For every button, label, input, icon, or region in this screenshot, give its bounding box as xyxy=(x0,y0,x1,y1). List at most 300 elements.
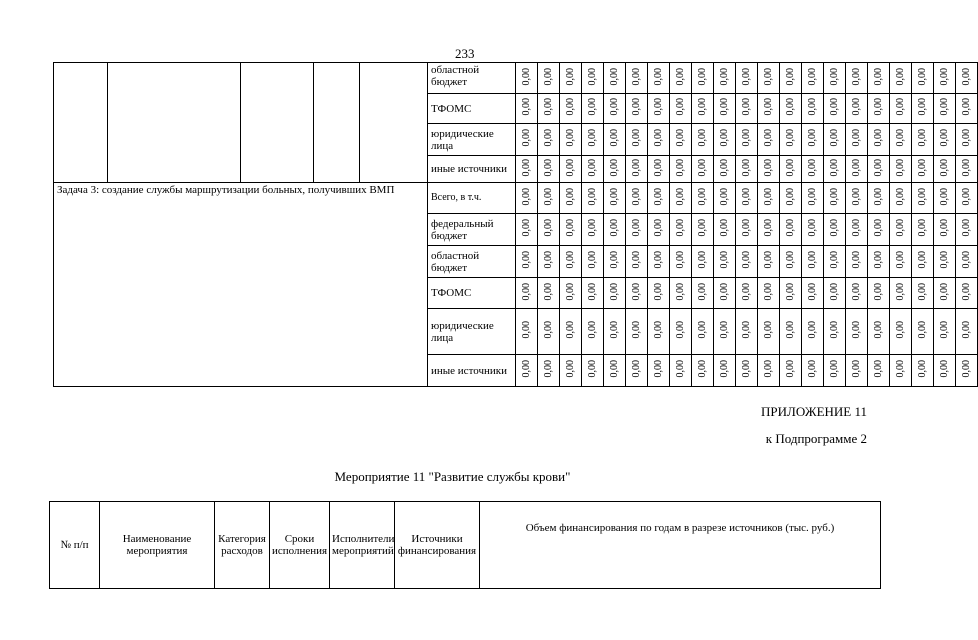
value-cell xyxy=(560,156,582,183)
value-text: 0,00 xyxy=(872,187,884,206)
value-cell xyxy=(890,63,912,94)
value-cell xyxy=(846,183,868,214)
value-cell xyxy=(626,355,648,387)
value-text: 0,00 xyxy=(586,251,598,269)
value-text: 0,00 xyxy=(762,67,774,86)
value-text: 0,00 xyxy=(696,98,708,116)
value-text: 0,00 xyxy=(718,219,730,237)
value-cell xyxy=(824,309,846,355)
value-text: 0,00 xyxy=(762,158,774,177)
value-cell xyxy=(956,156,978,183)
source-cell: иные источники xyxy=(428,355,516,387)
value-cell xyxy=(648,309,670,355)
value-text: 0,00 xyxy=(784,321,796,339)
value-cell xyxy=(714,214,736,246)
value-cell xyxy=(582,124,604,156)
value-text: 0,00 xyxy=(960,129,972,147)
value-cell xyxy=(868,309,890,355)
value-cell xyxy=(560,278,582,309)
table-row xyxy=(54,63,978,94)
value-text: 0,00 xyxy=(564,321,576,339)
value-text: 0,00 xyxy=(784,360,796,378)
value-text: 0,00 xyxy=(806,187,818,206)
value-cell xyxy=(736,94,758,124)
value-cell xyxy=(670,355,692,387)
value-cell xyxy=(956,124,978,156)
value-cell xyxy=(714,355,736,387)
value-text: 0,00 xyxy=(520,67,532,86)
value-text: 0,00 xyxy=(784,282,796,301)
value-cell xyxy=(824,124,846,156)
header-category: Категория расходов xyxy=(215,502,270,589)
value-cell xyxy=(626,124,648,156)
value-cell xyxy=(516,183,538,214)
value-text: 0,00 xyxy=(740,360,752,378)
value-text: 0,00 xyxy=(696,251,708,269)
value-text: 0,00 xyxy=(806,251,818,269)
value-text: 0,00 xyxy=(850,98,862,116)
value-text: 0,00 xyxy=(718,251,730,269)
value-text: 0,00 xyxy=(806,321,818,339)
value-text: 0,00 xyxy=(674,98,686,116)
value-cell xyxy=(560,124,582,156)
value-cell xyxy=(956,94,978,124)
value-cell xyxy=(912,309,934,355)
value-text: 0,00 xyxy=(586,219,598,237)
value-cell xyxy=(758,355,780,387)
value-text: 0,00 xyxy=(872,282,884,301)
value-cell xyxy=(912,246,934,278)
value-cell xyxy=(780,156,802,183)
value-text: 0,00 xyxy=(762,129,774,147)
value-text: 0,00 xyxy=(564,158,576,177)
source-cell: юридические лица xyxy=(428,124,516,156)
empty-cell xyxy=(360,63,428,183)
source-cell: федеральный бюджет xyxy=(428,214,516,246)
value-cell xyxy=(516,278,538,309)
value-text: 0,00 xyxy=(630,187,642,206)
value-text: 0,00 xyxy=(806,98,818,116)
value-cell xyxy=(516,94,538,124)
value-cell xyxy=(714,183,736,214)
value-text: 0,00 xyxy=(608,321,620,339)
value-cell xyxy=(692,278,714,309)
value-cell xyxy=(582,278,604,309)
value-text: 0,00 xyxy=(762,98,774,116)
value-cell xyxy=(604,124,626,156)
value-text: 0,00 xyxy=(960,251,972,269)
value-cell xyxy=(758,309,780,355)
value-cell xyxy=(934,355,956,387)
value-cell xyxy=(890,94,912,124)
value-text: 0,00 xyxy=(520,98,532,116)
value-cell xyxy=(802,63,824,94)
value-text: 0,00 xyxy=(718,360,730,378)
value-cell xyxy=(846,309,868,355)
value-cell xyxy=(516,309,538,355)
value-text: 0,00 xyxy=(938,251,950,269)
empty-cell xyxy=(108,63,241,183)
value-cell xyxy=(604,214,626,246)
value-text: 0,00 xyxy=(894,251,906,269)
value-text: 0,00 xyxy=(520,321,532,339)
value-text: 0,00 xyxy=(674,187,686,206)
value-text: 0,00 xyxy=(762,282,774,301)
value-text: 0,00 xyxy=(850,282,862,301)
value-cell xyxy=(956,183,978,214)
value-cell xyxy=(582,246,604,278)
value-text: 0,00 xyxy=(542,360,554,378)
value-text: 0,00 xyxy=(586,98,598,116)
value-cell xyxy=(626,183,648,214)
value-cell xyxy=(670,309,692,355)
value-text: 0,00 xyxy=(894,158,906,177)
value-text: 0,00 xyxy=(916,321,928,339)
value-cell xyxy=(626,246,648,278)
value-cell xyxy=(956,309,978,355)
value-cell xyxy=(648,94,670,124)
value-cell xyxy=(736,278,758,309)
value-text: 0,00 xyxy=(652,98,664,116)
value-text: 0,00 xyxy=(542,251,554,269)
value-text: 0,00 xyxy=(674,158,686,177)
value-text: 0,00 xyxy=(960,360,972,378)
value-cell xyxy=(912,124,934,156)
value-cell xyxy=(758,94,780,124)
value-text: 0,00 xyxy=(696,67,708,86)
value-cell xyxy=(868,124,890,156)
value-text: 0,00 xyxy=(740,321,752,339)
value-text: 0,00 xyxy=(564,360,576,378)
value-text: 0,00 xyxy=(828,67,840,86)
event-header-table xyxy=(49,501,881,589)
value-cell xyxy=(560,355,582,387)
value-cell xyxy=(890,124,912,156)
value-cell xyxy=(934,183,956,214)
value-text: 0,00 xyxy=(586,321,598,339)
value-text: 0,00 xyxy=(696,187,708,206)
value-cell xyxy=(824,156,846,183)
value-cell xyxy=(824,355,846,387)
value-text: 0,00 xyxy=(718,67,730,86)
value-text: 0,00 xyxy=(718,158,730,177)
value-cell xyxy=(780,124,802,156)
value-text: 0,00 xyxy=(938,219,950,237)
value-text: 0,00 xyxy=(608,282,620,301)
value-cell xyxy=(934,309,956,355)
value-text: 0,00 xyxy=(762,321,774,339)
header-funding: Объем финансирования по годам в разрезе источников (тыс. руб.) xyxy=(480,502,881,589)
value-cell xyxy=(846,278,868,309)
value-cell xyxy=(516,156,538,183)
source-cell: ТФОМС xyxy=(428,278,516,309)
value-cell xyxy=(582,63,604,94)
value-text: 0,00 xyxy=(828,282,840,301)
value-cell xyxy=(604,94,626,124)
value-cell xyxy=(912,63,934,94)
value-cell xyxy=(802,278,824,309)
value-cell xyxy=(912,94,934,124)
value-cell xyxy=(648,156,670,183)
value-cell xyxy=(736,246,758,278)
value-cell xyxy=(890,309,912,355)
value-text: 0,00 xyxy=(586,282,598,301)
value-cell xyxy=(692,246,714,278)
value-text: 0,00 xyxy=(784,158,796,177)
value-cell xyxy=(582,309,604,355)
value-cell xyxy=(626,214,648,246)
value-cell xyxy=(890,355,912,387)
value-cell xyxy=(582,355,604,387)
value-cell xyxy=(824,278,846,309)
value-text: 0,00 xyxy=(696,219,708,237)
value-cell xyxy=(824,94,846,124)
value-cell xyxy=(648,63,670,94)
value-text: 0,00 xyxy=(916,158,928,177)
value-text: 0,00 xyxy=(828,98,840,116)
value-cell xyxy=(538,183,560,214)
header-name: Наименование мероприятия xyxy=(100,502,215,589)
value-cell xyxy=(780,214,802,246)
value-cell xyxy=(626,156,648,183)
value-cell xyxy=(538,156,560,183)
value-cell xyxy=(912,355,934,387)
value-cell xyxy=(604,355,626,387)
value-cell xyxy=(626,278,648,309)
value-cell xyxy=(670,63,692,94)
value-text: 0,00 xyxy=(674,251,686,269)
value-text: 0,00 xyxy=(872,219,884,237)
value-cell xyxy=(736,124,758,156)
value-text: 0,00 xyxy=(608,187,620,206)
value-cell xyxy=(670,94,692,124)
value-text: 0,00 xyxy=(762,219,774,237)
value-cell xyxy=(648,355,670,387)
value-text: 0,00 xyxy=(938,282,950,301)
value-text: 0,00 xyxy=(520,129,532,147)
value-text: 0,00 xyxy=(608,251,620,269)
value-text: 0,00 xyxy=(806,67,818,86)
value-text: 0,00 xyxy=(916,251,928,269)
value-text: 0,00 xyxy=(564,282,576,301)
value-text: 0,00 xyxy=(784,67,796,86)
value-cell xyxy=(758,156,780,183)
value-cell xyxy=(890,156,912,183)
value-text: 0,00 xyxy=(520,187,532,206)
value-cell xyxy=(538,355,560,387)
value-cell xyxy=(846,94,868,124)
value-text: 0,00 xyxy=(564,67,576,86)
value-text: 0,00 xyxy=(652,360,664,378)
value-text: 0,00 xyxy=(630,98,642,116)
value-text: 0,00 xyxy=(718,282,730,301)
value-text: 0,00 xyxy=(938,98,950,116)
value-cell xyxy=(692,94,714,124)
value-cell xyxy=(692,156,714,183)
value-cell xyxy=(582,156,604,183)
value-text: 0,00 xyxy=(542,98,554,116)
value-cell xyxy=(758,278,780,309)
value-cell xyxy=(670,246,692,278)
value-cell xyxy=(648,124,670,156)
value-cell xyxy=(846,355,868,387)
value-cell xyxy=(560,309,582,355)
empty-cell xyxy=(241,63,314,183)
value-text: 0,00 xyxy=(718,187,730,206)
value-cell xyxy=(846,156,868,183)
value-cell xyxy=(780,309,802,355)
value-text: 0,00 xyxy=(740,158,752,177)
value-text: 0,00 xyxy=(740,67,752,86)
value-cell xyxy=(802,94,824,124)
value-cell xyxy=(604,278,626,309)
value-text: 0,00 xyxy=(520,158,532,177)
value-text: 0,00 xyxy=(850,219,862,237)
value-text: 0,00 xyxy=(960,98,972,116)
value-cell xyxy=(780,246,802,278)
value-text: 0,00 xyxy=(828,360,840,378)
value-text: 0,00 xyxy=(652,67,664,86)
value-text: 0,00 xyxy=(740,187,752,206)
source-cell: Всего, в т.ч. xyxy=(428,183,516,214)
value-text: 0,00 xyxy=(938,360,950,378)
value-cell xyxy=(868,156,890,183)
value-text: 0,00 xyxy=(784,187,796,206)
value-cell xyxy=(956,278,978,309)
value-cell xyxy=(516,124,538,156)
value-cell xyxy=(538,63,560,94)
value-text: 0,00 xyxy=(608,219,620,237)
value-text: 0,00 xyxy=(850,67,862,86)
value-cell xyxy=(714,94,736,124)
value-text: 0,00 xyxy=(542,282,554,301)
header-executors: Исполнители мероприятий xyxy=(330,502,395,589)
header-terms: Сроки исполнения xyxy=(270,502,330,589)
value-text: 0,00 xyxy=(674,360,686,378)
value-cell xyxy=(626,94,648,124)
value-cell xyxy=(780,278,802,309)
value-text: 0,00 xyxy=(542,219,554,237)
value-cell xyxy=(758,183,780,214)
value-cell xyxy=(714,278,736,309)
value-text: 0,00 xyxy=(674,129,686,147)
value-text: 0,00 xyxy=(740,282,752,301)
value-cell xyxy=(912,156,934,183)
value-text: 0,00 xyxy=(586,187,598,206)
value-cell xyxy=(670,124,692,156)
value-text: 0,00 xyxy=(850,187,862,206)
value-cell xyxy=(868,246,890,278)
value-text: 0,00 xyxy=(564,98,576,116)
value-cell xyxy=(758,246,780,278)
value-text: 0,00 xyxy=(938,158,950,177)
value-cell xyxy=(846,246,868,278)
value-cell xyxy=(802,309,824,355)
value-cell xyxy=(582,94,604,124)
value-cell xyxy=(824,63,846,94)
value-text: 0,00 xyxy=(608,67,620,86)
value-text: 0,00 xyxy=(740,219,752,237)
value-text: 0,00 xyxy=(652,187,664,206)
value-text: 0,00 xyxy=(696,158,708,177)
value-text: 0,00 xyxy=(850,158,862,177)
value-text: 0,00 xyxy=(828,129,840,147)
value-text: 0,00 xyxy=(784,129,796,147)
value-cell xyxy=(670,278,692,309)
value-text: 0,00 xyxy=(762,251,774,269)
value-text: 0,00 xyxy=(630,282,642,301)
value-text: 0,00 xyxy=(850,360,862,378)
value-cell xyxy=(516,355,538,387)
value-text: 0,00 xyxy=(916,282,928,301)
value-cell xyxy=(846,63,868,94)
value-cell xyxy=(736,183,758,214)
value-cell xyxy=(714,124,736,156)
value-cell xyxy=(868,94,890,124)
value-cell xyxy=(538,124,560,156)
value-cell xyxy=(824,214,846,246)
value-cell xyxy=(560,214,582,246)
value-cell xyxy=(538,214,560,246)
value-text: 0,00 xyxy=(916,129,928,147)
value-text: 0,00 xyxy=(718,98,730,116)
value-cell xyxy=(648,183,670,214)
value-text: 0,00 xyxy=(542,129,554,147)
value-text: 0,00 xyxy=(696,282,708,301)
header-num: № п/п xyxy=(50,502,100,589)
value-text: 0,00 xyxy=(806,360,818,378)
value-cell xyxy=(912,183,934,214)
value-cell xyxy=(692,183,714,214)
value-text: 0,00 xyxy=(762,360,774,378)
value-text: 0,00 xyxy=(586,360,598,378)
value-cell xyxy=(736,63,758,94)
value-cell xyxy=(692,214,714,246)
value-text: 0,00 xyxy=(718,129,730,147)
value-text: 0,00 xyxy=(806,282,818,301)
value-cell xyxy=(516,214,538,246)
value-text: 0,00 xyxy=(828,219,840,237)
value-cell xyxy=(780,94,802,124)
empty-cell xyxy=(314,63,360,183)
value-cell xyxy=(538,309,560,355)
value-text: 0,00 xyxy=(960,187,972,206)
value-cell xyxy=(912,214,934,246)
value-cell xyxy=(868,63,890,94)
value-cell xyxy=(516,63,538,94)
value-cell xyxy=(582,183,604,214)
value-cell xyxy=(714,246,736,278)
value-text: 0,00 xyxy=(630,158,642,177)
value-cell xyxy=(648,246,670,278)
value-cell xyxy=(868,355,890,387)
value-cell xyxy=(648,214,670,246)
value-text: 0,00 xyxy=(696,321,708,339)
value-cell xyxy=(560,63,582,94)
value-text: 0,00 xyxy=(542,67,554,86)
value-text: 0,00 xyxy=(740,251,752,269)
value-text: 0,00 xyxy=(652,158,664,177)
value-text: 0,00 xyxy=(872,158,884,177)
value-cell xyxy=(626,63,648,94)
value-text: 0,00 xyxy=(872,321,884,339)
value-cell xyxy=(516,246,538,278)
page-number: 233 xyxy=(455,46,475,61)
value-text: 0,00 xyxy=(586,67,598,86)
value-text: 0,00 xyxy=(652,251,664,269)
value-text: 0,00 xyxy=(564,251,576,269)
value-cell xyxy=(780,183,802,214)
